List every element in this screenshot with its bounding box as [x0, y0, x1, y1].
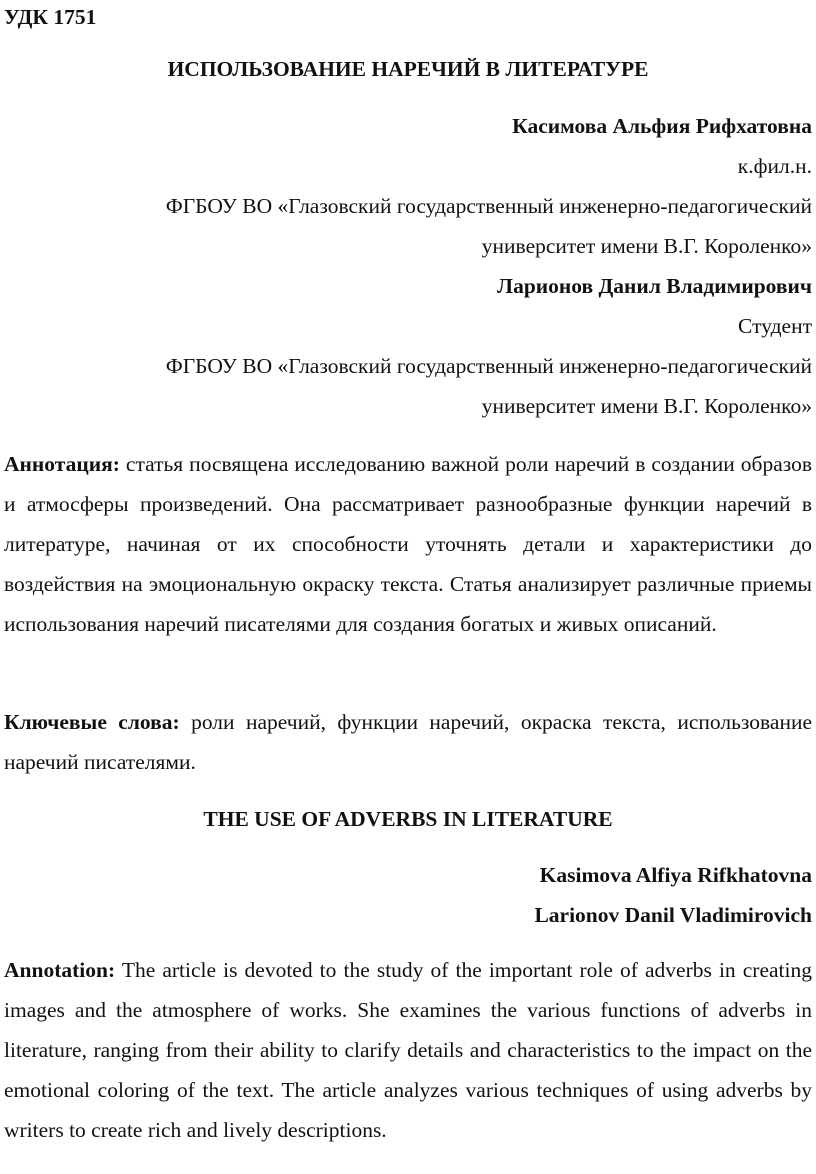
author-1-position: к.фил.н. — [737, 154, 812, 178]
author-1-affiliation-line1: ФГБОУ ВО «Глазовский государственный инженерно-педагогический — [165, 194, 812, 218]
author-1-affiliation-line2: университет имени В.Г. Короленко» — [481, 234, 812, 258]
udk-code: УДК 1751 — [4, 5, 97, 29]
author-en-1: Kasimova Alfiya Rifkhatovna — [539, 863, 812, 887]
abstract-en-text: The article is devoted to the study of the important role of adverbs in creating images and the atmosphere of works. She examines the various functions of adverbs in literature, ranging from their ability to clarify details and characteristics to the impact on the emotional coloring of the text. The article analyzes various techniques of using adverbs by writers to create rich and lively descriptions. — [4, 958, 812, 1142]
title-en: THE USE OF ADVERBS IN LITERATURE — [203, 807, 613, 831]
author-en-2: Larionov Danil Vladimirovich — [534, 903, 812, 927]
author-2-affiliation-line1: ФГБОУ ВО «Глазовский государственный инженерно-педагогический — [165, 354, 812, 378]
author-2-name: Ларионов Данил Владимирович — [497, 274, 812, 298]
keywords-ru-label: Ключевые слова: — [4, 710, 180, 734]
author-1-name: Касимова Альфия Рифхатовна — [512, 114, 812, 138]
abstract-ru — [4, 444, 812, 644]
title-ru: ИСПОЛЬЗОВАНИЕ НАРЕЧИЙ В ЛИТЕРАТУРЕ — [167, 57, 649, 81]
author-2-affiliation-line2: университет имени В.Г. Короленко» — [481, 394, 812, 418]
abstract-ru-text: статья посвящена исследованию важной роли наречий в создании образов и атмосферы произведений. Она рассматривает разнообразные функции наречий в литературе, начиная от их способности уточнять детали и характеристики до воздействия на эмоциональную окраску текста. Статья анализирует различные приемы использования наречий писателями для создания богатых и живых описаний. — [4, 452, 813, 636]
keywords-ru — [4, 702, 812, 782]
abstract-en-label: Annotation: — [4, 958, 116, 982]
abstract-ru-label: Аннотация: — [4, 452, 120, 476]
author-2-position: Студент — [738, 314, 812, 338]
keywords-ru-text: роли наречий, функции наречий, окраска текста, использование наречий писателями. — [4, 710, 812, 774]
abstract-en — [4, 950, 812, 1150]
